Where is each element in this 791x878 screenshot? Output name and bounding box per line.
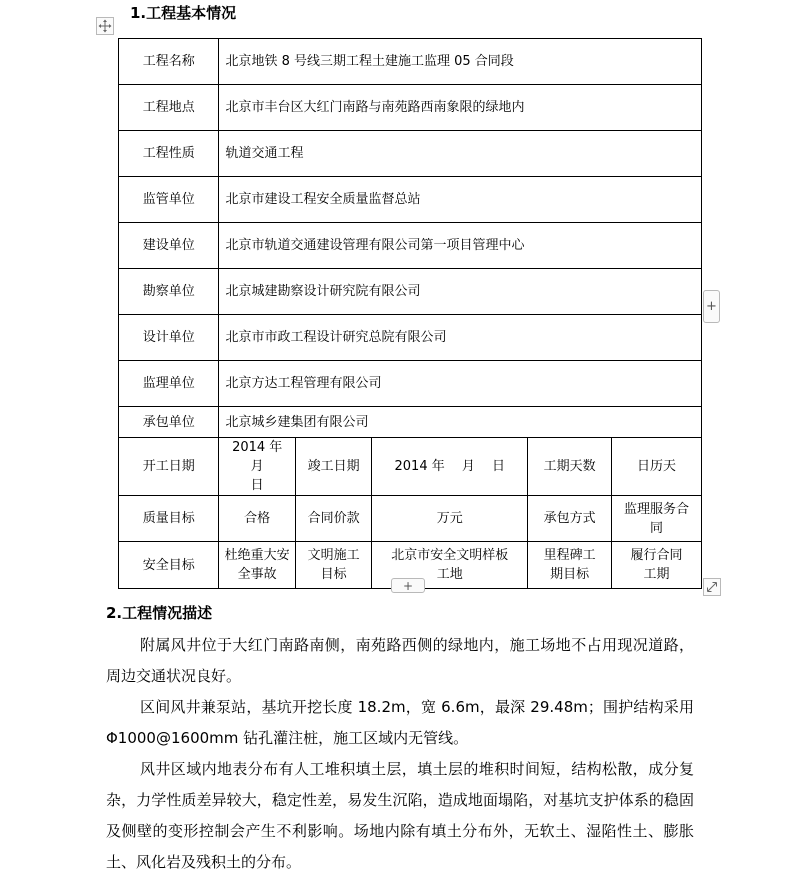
table-move-handle[interactable] [96, 17, 114, 35]
paragraph-geology: 风井区域内地表分布有人工堆积填土层，填土层的堆积时间短，结构松散，成分复杂，力学性质差异较大，稳定性差，易发生沉陷，造成地面塌陷，对基坑支护体系的稳固及侧壁的变形控制会产生不利影响。场地内除有填土分布外，无软土、湿陷性土、膨胀土、风化岩及残积土的分布。 [106, 760, 694, 871]
info-label[interactable]: 建设单位 [119, 223, 219, 269]
info-label[interactable]: 勘察单位 [119, 269, 219, 315]
grid-value[interactable]: 合格 [219, 496, 295, 542]
grid-row [119, 438, 702, 496]
grid-value[interactable]: 北京市安全文明样板 工地 [372, 542, 528, 589]
project-info-table [118, 38, 702, 589]
info-value[interactable]: 北京方达工程管理有限公司 [219, 361, 702, 407]
info-row [119, 131, 702, 177]
info-value[interactable]: 北京城建勘察设计研究院有限公司 [219, 269, 702, 315]
paragraph-structure: 区间风井兼泵站，基坑开挖长度 18.2m，宽 6.6m，最深 29.48m；围护结构采用Φ1000@1600mm 钻孔灌注桩，施工区域内无管线。 [106, 698, 694, 747]
info-label[interactable]: 监管单位 [119, 177, 219, 223]
section-1-title: 1.工程基本情况 [130, 4, 237, 22]
grid-label[interactable]: 里程碑工 期目标 [528, 542, 612, 589]
info-row [119, 269, 702, 315]
paragraph-location: 附属风井位于大红门南路南侧，南苑路西侧的绿地内，施工场地不占用现况道路，周边交通状况良好。 [106, 636, 694, 685]
info-row [119, 39, 702, 85]
grid-label[interactable]: 质量目标 [119, 496, 219, 542]
grid-value[interactable]: 日历天 [611, 438, 701, 496]
grid-value[interactable]: 履行合同 工期 [611, 542, 701, 589]
info-label[interactable]: 承包单位 [119, 407, 219, 438]
add-column-button[interactable]: + [703, 290, 720, 323]
move-arrows-icon [98, 19, 112, 33]
grid-label[interactable]: 承包方式 [528, 496, 612, 542]
grid-value[interactable]: 2014 年 月 日 [372, 438, 528, 496]
grid-label[interactable]: 合同价款 [295, 496, 371, 542]
grid-value[interactable]: 万元 [372, 496, 528, 542]
grid-label[interactable]: 安全目标 [119, 542, 219, 589]
grid-label[interactable]: 开工日期 [119, 438, 219, 496]
info-label[interactable]: 工程地点 [119, 85, 219, 131]
info-value[interactable]: 北京市轨道交通建设管理有限公司第一项目管理中心 [219, 223, 702, 269]
info-value[interactable]: 北京地铁 8 号线三期工程土建施工监理 05 合同段 [219, 39, 702, 85]
info-label[interactable]: 工程性质 [119, 131, 219, 177]
info-value[interactable]: 北京市丰台区大红门南路与南苑路西南象限的绿地内 [219, 85, 702, 131]
info-row [119, 85, 702, 131]
grid-label[interactable]: 文明施工 目标 [295, 542, 371, 589]
info-label[interactable]: 设计单位 [119, 315, 219, 361]
info-label[interactable]: 监理单位 [119, 361, 219, 407]
info-value[interactable]: 北京城乡建集团有限公司 [219, 407, 702, 438]
info-value[interactable]: 轨道交通工程 [219, 131, 702, 177]
table-resize-handle[interactable] [703, 578, 721, 596]
info-row [119, 407, 702, 438]
add-row-button[interactable]: + [391, 578, 425, 593]
description-text [106, 630, 694, 878]
info-row [119, 177, 702, 223]
grid-value[interactable]: 2014 年 月 日 [219, 438, 295, 496]
info-row [119, 361, 702, 407]
resize-diagonal-icon [706, 581, 718, 593]
info-row [119, 223, 702, 269]
grid-value[interactable]: 杜绝重大安 全事故 [219, 542, 295, 589]
grid-label[interactable]: 竣工日期 [295, 438, 371, 496]
section-2-title: 2.工程情况描述 [106, 604, 213, 622]
grid-row [119, 496, 702, 542]
grid-value[interactable]: 监理服务合 同 [611, 496, 701, 542]
info-row [119, 315, 702, 361]
grid-label[interactable]: 工期天数 [528, 438, 612, 496]
info-label[interactable]: 工程名称 [119, 39, 219, 85]
info-value[interactable]: 北京市市政工程设计研究总院有限公司 [219, 315, 702, 361]
info-value[interactable]: 北京市建设工程安全质量监督总站 [219, 177, 702, 223]
